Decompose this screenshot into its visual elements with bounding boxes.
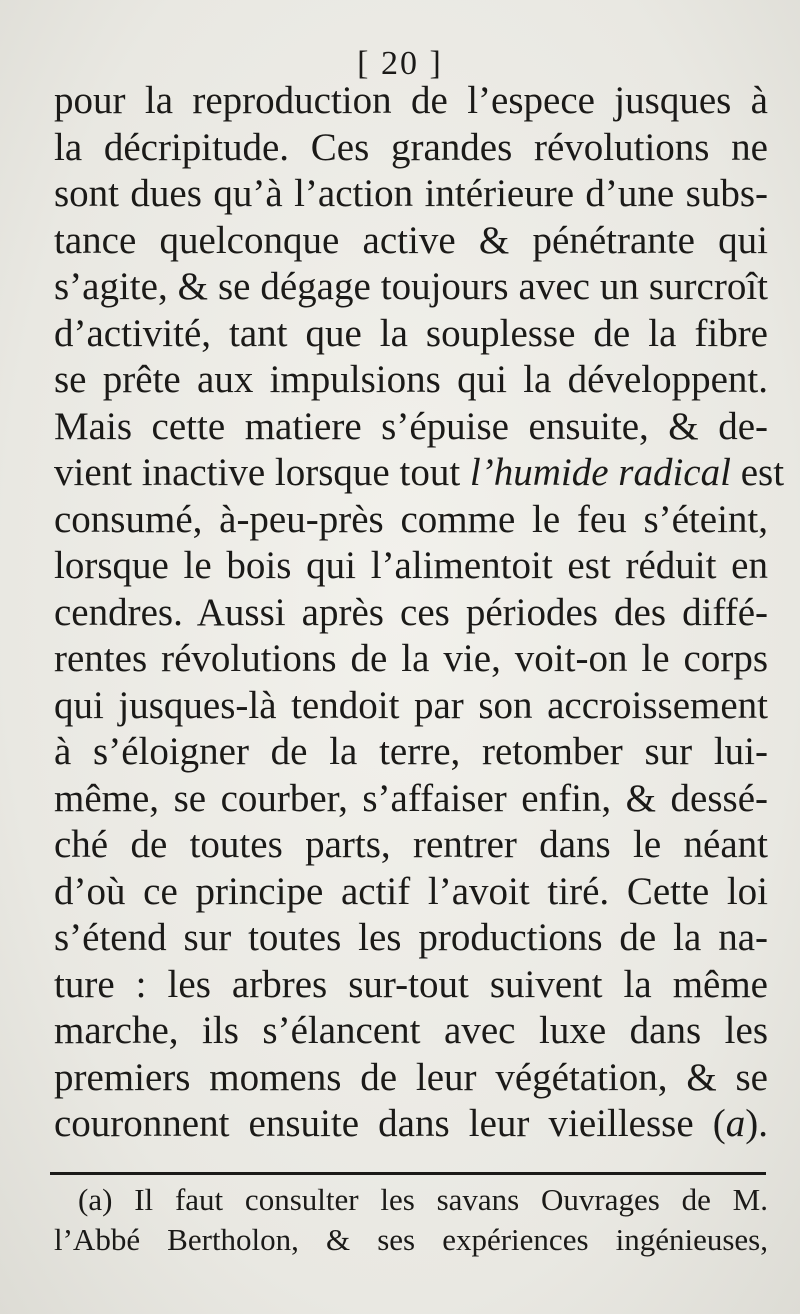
- text-line: premiers momens de leur végétation, & se: [54, 1055, 768, 1099]
- text-segment: (: [78, 1182, 89, 1217]
- footnote-divider: [50, 1172, 766, 1175]
- text-line: sont dues qu’à l’action intérieure d’une subs-: [54, 172, 768, 215]
- text-segment: est: [730, 451, 785, 494]
- footnote-line: l’Abbé Bertholon, & ses expériences ingénieuses,: [54, 1222, 768, 1257]
- footnote-line: [54, 1180, 768, 1220]
- text-line: s’étend sur toutes les productions de la na-: [54, 916, 768, 959]
- text-line: à s’éloigner de la terre, retomber sur lui-: [54, 730, 768, 773]
- text-line: cendres. Aussi après ces périodes des diffé-: [54, 590, 768, 634]
- text-segment: couronnent ensuite dans leur vieillesse (: [54, 1102, 726, 1145]
- text-line: consumé, à-peu-près comme le feu s’éteint,: [54, 497, 768, 541]
- text-line: lorsque le bois qui l’alimentoit est réduit en: [54, 544, 768, 587]
- body-text: [54, 78, 785, 1148]
- footnote-marker: a: [725, 1102, 746, 1145]
- italic-phrase: l’humide radical: [469, 451, 731, 494]
- text-line: ché de toutes parts, rentrer dans le néant: [54, 823, 768, 866]
- text-line: d’activité, tant que la souplesse de la fibre: [54, 311, 768, 355]
- text-segment: ).: [745, 1102, 768, 1145]
- text-line: Mais cette matiere s’épuise ensuite, & de-: [54, 404, 768, 448]
- text-line: marche, ils s’élancent avec luxe dans les: [54, 1009, 768, 1052]
- text-line: s’agite, & se dégage toujours avec un surcroît: [54, 265, 768, 308]
- footnote-marker: a: [88, 1182, 103, 1217]
- text-line: rentes révolutions de la vie, voit-on le corps: [54, 637, 768, 680]
- text-line: ture : les arbres sur-tout suivent la même: [54, 962, 768, 1006]
- text-line: qui jusques-là tendoit par son accroissement: [54, 683, 768, 727]
- text-segment: ) Il faut consulter les savans Ouvrages de M.: [102, 1182, 768, 1217]
- text-line: tance quelconque active & pénétrante qui: [54, 218, 768, 262]
- text-line: [54, 450, 785, 497]
- text-line: même, se courber, s’affaiser enfin, & dessé-: [54, 776, 768, 820]
- text-line: d’où ce principe actif l’avoit tiré. Cette loi: [54, 869, 768, 913]
- text-line: [54, 1101, 768, 1148]
- text-line: se prête aux impulsions qui la développent.: [54, 358, 768, 401]
- footnote: [54, 1180, 768, 1260]
- text-segment: vient inactive lorsque tout: [54, 451, 470, 494]
- text-line: la décripitude. Ces grandes révolutions ne: [54, 125, 768, 169]
- text-line: pour la reproduction de l’espece jusques à: [54, 79, 768, 122]
- page-number: [ 20 ]: [357, 45, 443, 82]
